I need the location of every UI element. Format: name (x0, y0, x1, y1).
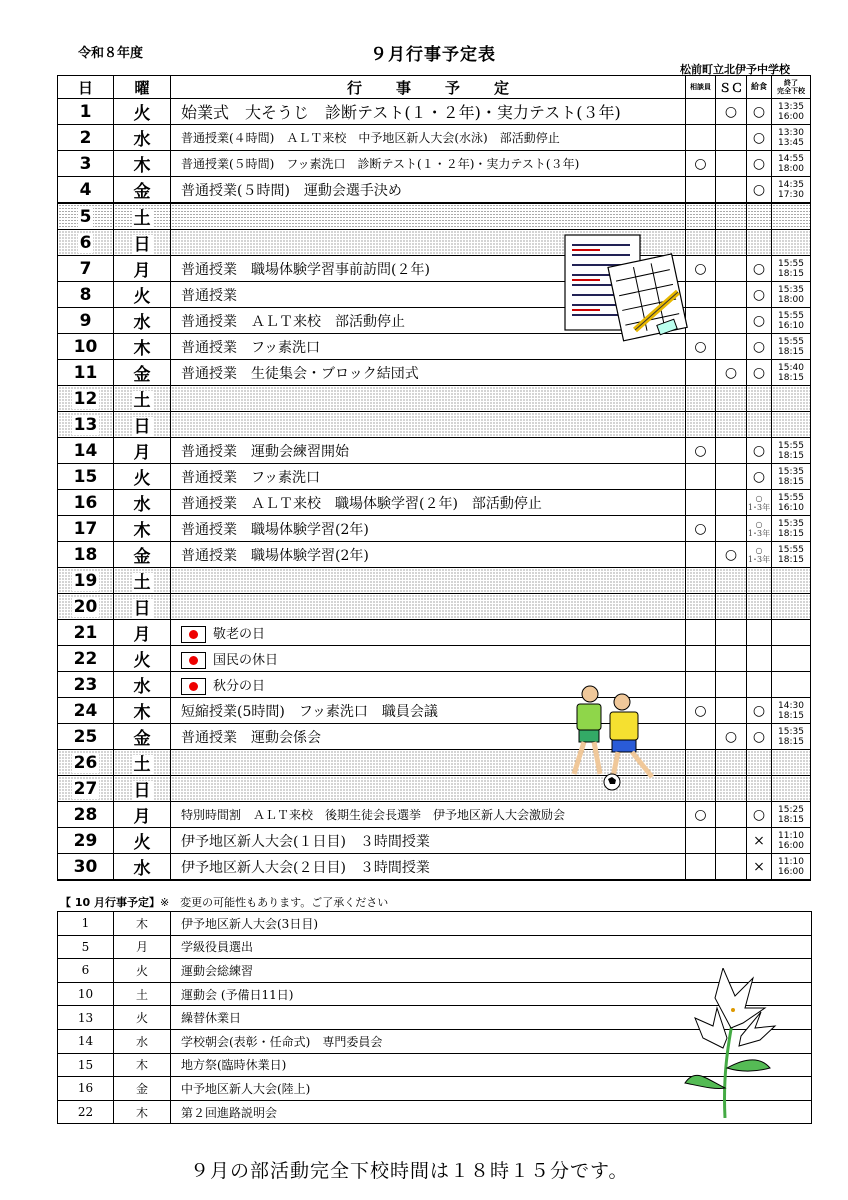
counselor-mark (686, 854, 716, 881)
lunch-mark: ○ 1･3年 (747, 542, 772, 568)
counselor-mark (686, 724, 716, 750)
dismissal-time-cell: 15:35 18:15 (772, 724, 811, 750)
schedule-row (58, 646, 811, 672)
schedule-row (58, 99, 811, 125)
japan-flag-icon (181, 678, 206, 695)
lunch-mark: ○ (747, 99, 772, 125)
lily-flower-illustration (665, 968, 785, 1118)
schedule-row (58, 334, 811, 360)
oct-weekday-cell: 金 (114, 1077, 171, 1101)
dismissal-time-cell (772, 620, 811, 646)
dismissal-time-cell (772, 594, 811, 620)
oct-event-cell: 運動会 (予備日11日) (171, 982, 812, 1006)
school-name: 松前町立北伊予中学校 (680, 63, 790, 76)
header-dismissal: 終了 完全下校 (772, 76, 811, 99)
schedule-row (58, 438, 811, 464)
october-row (58, 935, 812, 959)
dismissal-time-cell: 15:35 18:15 (772, 516, 811, 542)
event-cell: 普通授業 (171, 282, 686, 308)
dismissal-time-cell (772, 750, 811, 776)
day-cell: 9 (58, 308, 114, 334)
lunch-mark (747, 620, 772, 646)
oct-weekday-cell: 木 (114, 1100, 171, 1124)
counselor-mark: ○ (686, 256, 716, 282)
weekday-cell: 火 (114, 828, 171, 854)
oct-event-cell: 繰替休業日 (171, 1006, 812, 1030)
counselor-mark (686, 282, 716, 308)
schedule-row (58, 542, 811, 568)
sc-mark (716, 568, 747, 594)
event-cell: 伊予地区新人大会(２日目) ３時間授業 (171, 854, 686, 881)
counselor-mark: ○ (686, 698, 716, 724)
dismissal-time-cell: 15:25 18:15 (772, 802, 811, 828)
sc-mark (716, 256, 747, 282)
schedule-row (58, 828, 811, 854)
sc-mark (716, 438, 747, 464)
schedule-row (58, 672, 811, 698)
oct-weekday-cell: 火 (114, 959, 171, 983)
day-cell: 19 (58, 568, 114, 594)
counselor-mark (686, 750, 716, 776)
dismissal-time-cell (772, 203, 811, 230)
oct-event-cell: 運動会総練習 (171, 959, 812, 983)
dismissal-time-cell: 15:55 16:10 (772, 490, 811, 516)
day-cell: 3 (58, 151, 114, 177)
schedule-row (58, 412, 811, 438)
schedule-row (58, 594, 811, 620)
weekday-cell: 月 (114, 438, 171, 464)
sc-mark (716, 464, 747, 490)
dismissal-time-cell: 15:55 18:15 (772, 542, 811, 568)
schedule-row (58, 490, 811, 516)
weekday-cell: 火 (114, 282, 171, 308)
lunch-mark (747, 776, 772, 802)
lunch-mark: ○ (747, 360, 772, 386)
lunch-mark: ○ (747, 256, 772, 282)
schedule-row (58, 464, 811, 490)
weekday-cell: 日 (114, 230, 171, 256)
schedule-row (58, 230, 811, 256)
weekday-cell: 木 (114, 334, 171, 360)
event-cell: 普通授業 職場体験学習(2年) (171, 516, 686, 542)
lunch-mark (747, 672, 772, 698)
schedule-row (58, 386, 811, 412)
sc-mark (716, 151, 747, 177)
dismissal-time-cell: 15:40 18:15 (772, 360, 811, 386)
oct-weekday-cell: 月 (114, 935, 171, 959)
event-cell: 普通授業 生徒集会・ブロック結団式 (171, 360, 686, 386)
day-cell: 25 (58, 724, 114, 750)
october-heading: 【 10 月行事予定】※ 変更の可能性もあります。ご了承ください (60, 896, 389, 909)
day-cell: 14 (58, 438, 114, 464)
counselor-mark: ○ (686, 516, 716, 542)
dismissal-time-cell: 15:55 18:15 (772, 256, 811, 282)
day-cell: 24 (58, 698, 114, 724)
soccer-players-illustration (560, 682, 670, 794)
weekday-cell: 月 (114, 256, 171, 282)
schedule-row (58, 177, 811, 204)
day-cell: 23 (58, 672, 114, 698)
weekday-cell: 日 (114, 776, 171, 802)
weekday-cell: 金 (114, 724, 171, 750)
lunch-mark (747, 386, 772, 412)
lunch-mark: ○ (747, 282, 772, 308)
sc-mark (716, 620, 747, 646)
dismissal-time-cell: 14:30 18:15 (772, 698, 811, 724)
day-cell: 1 (58, 99, 114, 125)
counselor-mark: ○ (686, 802, 716, 828)
day-cell: 15 (58, 464, 114, 490)
counselor-mark (686, 360, 716, 386)
oct-day-cell: 16 (58, 1077, 114, 1101)
counselor-mark (686, 672, 716, 698)
counselor-mark (686, 490, 716, 516)
event-cell: 伊予地区新人大会(１日目) ３時間授業 (171, 828, 686, 854)
counselor-mark (686, 620, 716, 646)
oct-day-cell: 5 (58, 935, 114, 959)
lunch-mark: ○ (747, 724, 772, 750)
club-dismissal-note: ９月の部活動完全下校時間は１８時１５分です。 (190, 1160, 629, 1182)
weekday-cell: 水 (114, 308, 171, 334)
weekday-cell: 火 (114, 646, 171, 672)
lunch-mark: ○ (747, 125, 772, 151)
schedule-row (58, 360, 811, 386)
counselor-mark: ○ (686, 151, 716, 177)
sc-mark (716, 177, 747, 204)
counselor-mark (686, 828, 716, 854)
schedule-row (58, 203, 811, 230)
sc-mark (716, 828, 747, 854)
oct-event-cell: 伊予地区新人大会(3日目) (171, 912, 812, 936)
sc-mark (716, 412, 747, 438)
dismissal-time-cell (772, 412, 811, 438)
counselor-mark (686, 203, 716, 230)
day-cell: 7 (58, 256, 114, 282)
lunch-mark: × (747, 828, 772, 854)
weekday-cell: 木 (114, 698, 171, 724)
oct-day-cell: 15 (58, 1053, 114, 1077)
day-cell: 8 (58, 282, 114, 308)
sc-mark (716, 594, 747, 620)
sc-mark (716, 386, 747, 412)
day-cell: 27 (58, 776, 114, 802)
schedule-row (58, 724, 811, 750)
day-cell: 6 (58, 230, 114, 256)
counselor-mark (686, 646, 716, 672)
sc-mark (716, 490, 747, 516)
oct-day-cell: 1 (58, 912, 114, 936)
day-cell: 29 (58, 828, 114, 854)
dismissal-time-cell: 15:55 16:10 (772, 308, 811, 334)
counselor-mark (686, 412, 716, 438)
sc-mark: ○ (716, 99, 747, 125)
day-cell: 30 (58, 854, 114, 881)
oct-weekday-cell: 土 (114, 982, 171, 1006)
dismissal-time-cell: 11:10 16:00 (772, 854, 811, 881)
oct-weekday-cell: 木 (114, 1053, 171, 1077)
japan-flag-icon (181, 652, 206, 669)
dismissal-time-cell: 15:55 18:15 (772, 438, 811, 464)
school-year: 令和８年度 (78, 46, 144, 61)
schedule-row (58, 516, 811, 542)
counselor-mark (686, 177, 716, 204)
schedule-row (58, 802, 811, 828)
dismissal-time-cell: 14:55 18:00 (772, 151, 811, 177)
header-dow: 曜 (114, 76, 171, 99)
weekday-cell: 火 (114, 464, 171, 490)
event-cell: 始業式 大そうじ 診断テスト(１・２年)・実力テスト(３年) (171, 99, 686, 125)
counselor-mark (686, 568, 716, 594)
japan-flag-icon (181, 626, 206, 643)
sc-mark: ○ (716, 542, 747, 568)
weekday-cell: 土 (114, 203, 171, 230)
day-cell: 2 (58, 125, 114, 151)
counselor-mark (686, 308, 716, 334)
sc-mark: ○ (716, 724, 747, 750)
event-cell: 普通授業 運動会練習開始 (171, 438, 686, 464)
weekday-cell: 火 (114, 99, 171, 125)
weekday-cell: 木 (114, 151, 171, 177)
counselor-mark (686, 594, 716, 620)
lunch-mark (747, 203, 772, 230)
schedule-row (58, 568, 811, 594)
schedule-row (58, 750, 811, 776)
lunch-mark: ○ 1･3年 (747, 490, 772, 516)
weekday-cell: 水 (114, 125, 171, 151)
weekday-cell: 金 (114, 542, 171, 568)
counselor-mark (686, 386, 716, 412)
counselor-mark: ○ (686, 334, 716, 360)
day-cell: 22 (58, 646, 114, 672)
oct-event-cell: 学校朝会(表彰・任命式) 専門委員会 (171, 1029, 812, 1053)
day-cell: 10 (58, 334, 114, 360)
lunch-mark (747, 750, 772, 776)
schedule-row (58, 256, 811, 282)
lunch-mark: × (747, 854, 772, 881)
dismissal-time-cell (772, 646, 811, 672)
weekday-cell: 月 (114, 620, 171, 646)
lunch-mark (747, 230, 772, 256)
sc-mark (716, 125, 747, 151)
lunch-mark: ○ (747, 698, 772, 724)
test-paper-illustration (560, 230, 690, 342)
event-cell: 短縮授業(5時間) フッ素洗口 職員会議 (171, 698, 686, 724)
lunch-mark: ○ (747, 802, 772, 828)
schedule-row (58, 698, 811, 724)
weekday-cell: 日 (114, 412, 171, 438)
dismissal-time-cell: 11:10 16:00 (772, 828, 811, 854)
oct-event-cell: 学級役員選出 (171, 935, 812, 959)
dismissal-time-cell: 13:35 16:00 (772, 99, 811, 125)
counselor-mark (686, 125, 716, 151)
event-cell: 普通授業 運動会係会 (171, 724, 686, 750)
oct-weekday-cell: 水 (114, 1029, 171, 1053)
schedule-row (58, 282, 811, 308)
event-cell: 特別時間割 ＡＬＴ来校 後期生徒会長選挙 伊予地区新人大会激励会 (171, 802, 686, 828)
sc-mark (716, 203, 747, 230)
september-schedule-table (57, 75, 811, 881)
dismissal-time-cell: 15:35 18:00 (772, 282, 811, 308)
lunch-mark (747, 412, 772, 438)
dismissal-time-cell: 15:35 18:15 (772, 464, 811, 490)
dismissal-time-cell (772, 672, 811, 698)
schedule-row (58, 620, 811, 646)
event-cell: 秋分の日 (171, 672, 686, 698)
event-cell: 普通授業 ＡＬＴ来校 部活動停止 (171, 308, 686, 334)
sc-mark (716, 646, 747, 672)
event-cell: 普通授業 職場体験学習事前訪問(２年) (171, 256, 686, 282)
counselor-mark (686, 464, 716, 490)
weekday-cell: 金 (114, 177, 171, 204)
sc-mark (716, 802, 747, 828)
day-cell: 20 (58, 594, 114, 620)
oct-event-cell: 地方祭(臨時休業日) (171, 1053, 812, 1077)
oct-day-cell: 6 (58, 959, 114, 983)
weekday-cell: 木 (114, 516, 171, 542)
event-cell: 普通授業(４時間) ＡＬＴ来校 中予地区新人大会(水泳) 部活動停止 (171, 125, 686, 151)
sc-mark (716, 308, 747, 334)
header-sc: ＳＣ (716, 76, 747, 99)
day-cell: 16 (58, 490, 114, 516)
lunch-mark: ○ (747, 464, 772, 490)
event-cell: 国民の休日 (171, 646, 686, 672)
day-cell: 26 (58, 750, 114, 776)
oct-weekday-cell: 火 (114, 1006, 171, 1030)
day-cell: 17 (58, 516, 114, 542)
header-lunch: 給食 (747, 76, 772, 99)
weekday-cell: 日 (114, 594, 171, 620)
schedule-row (58, 125, 811, 151)
lunch-mark: ○ (747, 438, 772, 464)
event-cell: 敬老の日 (171, 620, 686, 646)
lunch-mark: ○ (747, 308, 772, 334)
lunch-mark: ○ (747, 177, 772, 204)
dismissal-time-cell (772, 776, 811, 802)
day-cell: 12 (58, 386, 114, 412)
day-cell: 28 (58, 802, 114, 828)
lunch-mark: ○ (747, 334, 772, 360)
oct-day-cell: 14 (58, 1029, 114, 1053)
table-header (58, 76, 811, 99)
oct-day-cell: 13 (58, 1006, 114, 1030)
oct-day-cell: 10 (58, 982, 114, 1006)
day-cell: 13 (58, 412, 114, 438)
lunch-mark: ○ (747, 151, 772, 177)
schedule-row (58, 854, 811, 881)
dismissal-time-cell (772, 568, 811, 594)
counselor-mark (686, 230, 716, 256)
dismissal-time-cell (772, 230, 811, 256)
page-title: ９月行事予定表 (370, 45, 496, 65)
lunch-mark (747, 594, 772, 620)
dismissal-time-cell: 14:35 17:30 (772, 177, 811, 204)
day-cell: 18 (58, 542, 114, 568)
schedule-row (58, 151, 811, 177)
october-row (58, 912, 812, 936)
dismissal-time-cell: 15:55 18:15 (772, 334, 811, 360)
counselor-mark: ○ (686, 438, 716, 464)
sc-mark (716, 334, 747, 360)
event-cell (171, 203, 686, 230)
counselor-mark (686, 776, 716, 802)
sc-mark: ○ (716, 360, 747, 386)
sc-mark (716, 750, 747, 776)
header-day: 日 (58, 76, 114, 99)
weekday-cell: 土 (114, 568, 171, 594)
weekday-cell: 水 (114, 490, 171, 516)
sc-mark (716, 672, 747, 698)
sc-mark (716, 698, 747, 724)
weekday-cell: 水 (114, 672, 171, 698)
sc-mark (716, 854, 747, 881)
weekday-cell: 月 (114, 802, 171, 828)
day-cell: 21 (58, 620, 114, 646)
counselor-mark (686, 542, 716, 568)
event-cell: 普通授業 職場体験学習(2年) (171, 542, 686, 568)
sc-mark (716, 516, 747, 542)
schedule-row (58, 308, 811, 334)
sc-mark (716, 776, 747, 802)
oct-weekday-cell: 木 (114, 912, 171, 936)
lunch-mark (747, 568, 772, 594)
oct-day-cell: 22 (58, 1100, 114, 1124)
event-cell: 普通授業 ＡＬＴ来校 職場体験学習(２年) 部活動停止 (171, 490, 686, 516)
event-cell (171, 568, 686, 594)
oct-event-cell: 第２回進路説明会 (171, 1100, 812, 1124)
event-cell (171, 594, 686, 620)
event-cell (171, 386, 686, 412)
lunch-mark: ○ 1･3年 (747, 516, 772, 542)
weekday-cell: 水 (114, 854, 171, 881)
weekday-cell: 金 (114, 360, 171, 386)
schedule-row (58, 776, 811, 802)
event-cell: 普通授業 フッ素洗口 (171, 334, 686, 360)
dismissal-time-cell: 13:30 13:45 (772, 125, 811, 151)
weekday-cell: 土 (114, 386, 171, 412)
day-cell: 11 (58, 360, 114, 386)
weekday-cell: 土 (114, 750, 171, 776)
event-cell: 普通授業(５時間) 運動会選手決め (171, 177, 686, 204)
event-cell: 普通授業 フッ素洗口 (171, 464, 686, 490)
sc-mark (716, 282, 747, 308)
event-cell: 普通授業(５時間) フッ素洗口 診断テスト(１・２年)・実力テスト(３年) (171, 151, 686, 177)
dismissal-time-cell (772, 386, 811, 412)
header-counselor: 相談員 (686, 76, 716, 99)
header-event: 行事予定 (171, 76, 686, 99)
sc-mark (716, 230, 747, 256)
day-cell: 4 (58, 177, 114, 204)
day-cell: 5 (58, 203, 114, 230)
lunch-mark (747, 646, 772, 672)
oct-event-cell: 中予地区新人大会(陸上) (171, 1077, 812, 1101)
counselor-mark (686, 99, 716, 125)
event-cell (171, 412, 686, 438)
